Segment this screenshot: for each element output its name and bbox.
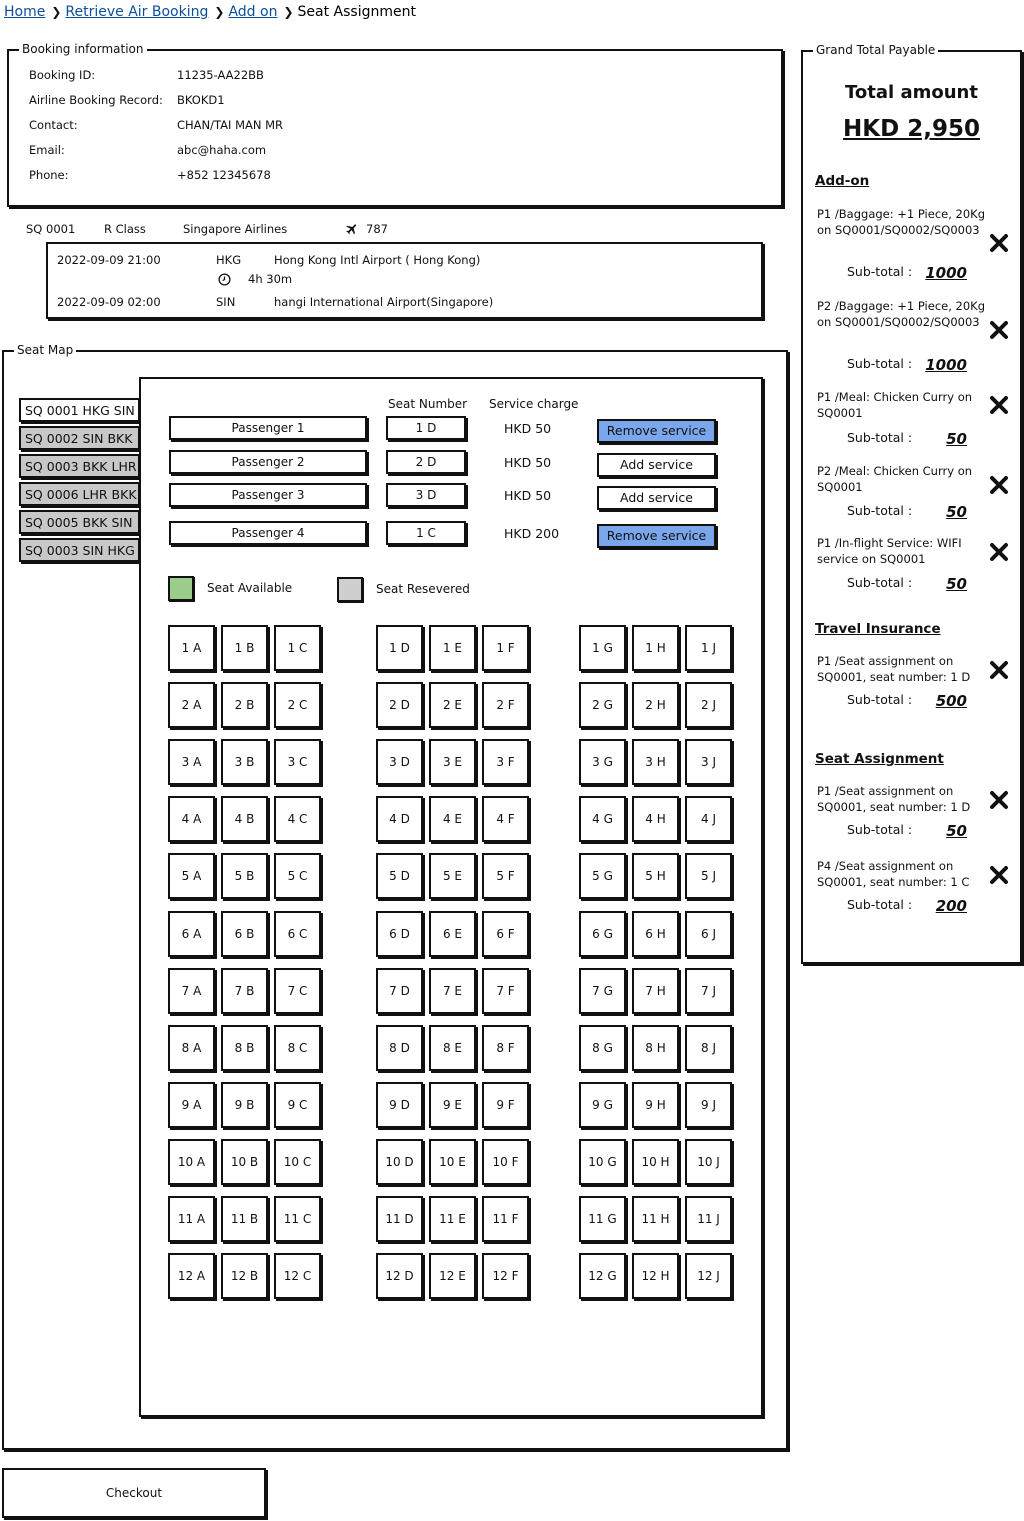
departure-airport: Hong Kong Intl Airport ( Hong Kong) bbox=[274, 253, 481, 267]
seat-7e[interactable]: 7 E bbox=[429, 968, 476, 1014]
seat-10g[interactable]: 10 G bbox=[579, 1139, 626, 1185]
remove-seat-1-icon[interactable] bbox=[989, 790, 1011, 812]
seat-12b[interactable]: 12 B bbox=[221, 1253, 268, 1299]
remove-seat-2-icon[interactable] bbox=[989, 865, 1011, 887]
seat-1e[interactable]: 1 E bbox=[429, 625, 476, 671]
seat-8c[interactable]: 8 C bbox=[274, 1025, 321, 1071]
breadcrumb-current: Seat Assignment bbox=[297, 4, 416, 20]
passenger-3-seat-number[interactable]: 3 D bbox=[386, 483, 466, 507]
remove-insurance-1-icon[interactable] bbox=[989, 660, 1011, 682]
service-charge-header: Service charge bbox=[489, 397, 579, 411]
seat-1-subtotal-value: 50 bbox=[946, 822, 967, 840]
phone-label: Phone: bbox=[29, 168, 69, 182]
seat-11g[interactable]: 11 G bbox=[579, 1196, 626, 1242]
seat-3g[interactable]: 3 G bbox=[579, 739, 626, 785]
passenger-1-seat-number[interactable]: 1 D bbox=[386, 416, 466, 440]
seat-1g[interactable]: 1 G bbox=[579, 625, 626, 671]
seat-9a[interactable]: 9 A bbox=[168, 1082, 215, 1128]
seat-5b[interactable]: 5 B bbox=[221, 853, 268, 899]
seat-11j[interactable]: 11 J bbox=[685, 1196, 732, 1242]
addon-3-subtotal-value: 50 bbox=[946, 430, 967, 448]
seat-assignment-section-title: Seat Assignment bbox=[815, 751, 944, 767]
seat-11a[interactable]: 11 A bbox=[168, 1196, 215, 1242]
insurance-1-subtotal-value: 500 bbox=[935, 692, 967, 710]
seat-11c[interactable]: 11 C bbox=[274, 1196, 321, 1242]
email-value: abc@haha.com bbox=[177, 143, 267, 157]
seat-12j[interactable]: 12 J bbox=[685, 1253, 732, 1299]
seat-available-swatch bbox=[168, 576, 194, 601]
seat-3f[interactable]: 3 F bbox=[482, 739, 529, 785]
passenger-4-button[interactable]: Passenger 4 bbox=[169, 521, 367, 545]
addon-item-4-text: P2 /Meal: Chicken Curry on SQ0001 bbox=[817, 464, 973, 494]
seat-number-header: Seat Number bbox=[388, 397, 468, 411]
seat-5c[interactable]: 5 C bbox=[274, 853, 321, 899]
seat-reserved-label: Seat Resevered bbox=[376, 582, 470, 596]
seat-7d[interactable]: 7 D bbox=[376, 968, 423, 1014]
remove-addon-2-icon[interactable] bbox=[989, 320, 1011, 342]
seat-2b[interactable]: 2 B bbox=[221, 682, 268, 728]
arrival-time: 2022-09-09 02:00 bbox=[57, 295, 161, 309]
tab-flight-1[interactable]: SQ 0001 HKG SIN bbox=[19, 398, 140, 422]
chevron-right-icon: ❯ bbox=[51, 5, 62, 19]
seat-12g[interactable]: 12 G bbox=[579, 1253, 626, 1299]
seat-10b[interactable]: 10 B bbox=[221, 1139, 268, 1185]
seat-6g[interactable]: 6 G bbox=[579, 911, 626, 957]
seat-1f[interactable]: 1 F bbox=[482, 625, 529, 671]
breadcrumb bbox=[4, 2, 416, 22]
seat-10d[interactable]: 10 D bbox=[376, 1139, 423, 1185]
tab-flight-5[interactable]: SQ 0005 BKK SIN bbox=[19, 510, 140, 534]
seat-11e[interactable]: 11 E bbox=[429, 1196, 476, 1242]
seat-7c[interactable]: 7 C bbox=[274, 968, 321, 1014]
seat-8d[interactable]: 8 D bbox=[376, 1025, 423, 1071]
seat-item-2-text: P4 /Seat assignment on SQ0001, seat number: 1 C bbox=[817, 859, 970, 889]
seat-4a[interactable]: 4 A bbox=[168, 796, 215, 842]
remove-addon-5-icon[interactable] bbox=[989, 542, 1011, 564]
passenger-4-seat-number[interactable]: 1 C bbox=[386, 521, 466, 545]
seat-2e[interactable]: 2 E bbox=[429, 682, 476, 728]
seat-7f[interactable]: 7 F bbox=[482, 968, 529, 1014]
seat-4h[interactable]: 4 H bbox=[632, 796, 679, 842]
tab-flight-3[interactable]: SQ 0003 BKK LHR bbox=[19, 454, 140, 478]
seat-3d[interactable]: 3 D bbox=[376, 739, 423, 785]
seat-6j[interactable]: 6 J bbox=[685, 911, 732, 957]
seat-3h[interactable]: 3 H bbox=[632, 739, 679, 785]
seat-4f[interactable]: 4 F bbox=[482, 796, 529, 842]
passenger-2-button[interactable]: Passenger 2 bbox=[169, 450, 367, 474]
tab-flight-6[interactable]: SQ 0003 SIN HKG bbox=[19, 538, 140, 562]
seat-5g[interactable]: 5 G bbox=[579, 853, 626, 899]
seat-6d[interactable]: 6 D bbox=[376, 911, 423, 957]
seat-12a[interactable]: 12 A bbox=[168, 1253, 215, 1299]
aircraft-type: 787 bbox=[366, 222, 388, 236]
tab-flight-4[interactable]: SQ 0006 LHR BKK bbox=[19, 482, 140, 506]
airline-record-label: Airline Booking Record: bbox=[29, 93, 163, 107]
seat-5a[interactable]: 5 A bbox=[168, 853, 215, 899]
seat-3a[interactable]: 3 A bbox=[168, 739, 215, 785]
seat-10j[interactable]: 10 J bbox=[685, 1139, 732, 1185]
seat-5f[interactable]: 5 F bbox=[482, 853, 529, 899]
seat-1h[interactable]: 1 H bbox=[632, 625, 679, 671]
seat-1j[interactable]: 1 J bbox=[685, 625, 732, 671]
seat-9e[interactable]: 9 E bbox=[429, 1082, 476, 1128]
seat-11h[interactable]: 11 H bbox=[632, 1196, 679, 1242]
seat-10c[interactable]: 10 C bbox=[274, 1139, 321, 1185]
seat-4g[interactable]: 4 G bbox=[579, 796, 626, 842]
passenger-3-add-service-button[interactable]: Add service bbox=[597, 486, 716, 510]
seat-4j[interactable]: 4 J bbox=[685, 796, 732, 842]
seat-6f[interactable]: 6 F bbox=[482, 911, 529, 957]
booking-information-legend: Booking information bbox=[19, 42, 147, 56]
departure-code: HKG bbox=[216, 253, 242, 267]
seat-1a[interactable]: 1 A bbox=[168, 625, 215, 671]
passenger-2-add-service-button[interactable]: Add service bbox=[597, 453, 716, 477]
seat-item-1-text: P1 /Seat assignment on SQ0001, seat number: 1 D bbox=[817, 784, 971, 814]
flight-duration: 4h 30m bbox=[248, 272, 293, 286]
flight-airline: Singapore Airlines bbox=[183, 222, 288, 236]
seat-11f[interactable]: 11 F bbox=[482, 1196, 529, 1242]
passenger-2-charge: HKD 50 bbox=[504, 455, 552, 470]
seat-8a[interactable]: 8 A bbox=[168, 1025, 215, 1071]
seat-3e[interactable]: 3 E bbox=[429, 739, 476, 785]
seat-9h[interactable]: 9 H bbox=[632, 1082, 679, 1128]
addon-1-subtotal-label: Sub-total : bbox=[847, 264, 913, 279]
addon-1-subtotal-value: 1000 bbox=[925, 264, 967, 282]
seat-9b[interactable]: 9 B bbox=[221, 1082, 268, 1128]
seat-3b[interactable]: 3 B bbox=[221, 739, 268, 785]
seat-2d[interactable]: 2 D bbox=[376, 682, 423, 728]
booking-information-panel bbox=[7, 42, 783, 207]
addon-2-subtotal-value: 1000 bbox=[925, 356, 967, 374]
seat-2-subtotal-label: Sub-total : bbox=[847, 897, 913, 912]
seat-5e[interactable]: 5 E bbox=[429, 853, 476, 899]
contact-label: Contact: bbox=[29, 118, 78, 132]
addon-3-subtotal-label: Sub-total : bbox=[847, 430, 913, 445]
chevron-right-icon: ❯ bbox=[214, 5, 225, 19]
passenger-1-charge: HKD 50 bbox=[504, 421, 552, 436]
seat-10h[interactable]: 10 H bbox=[632, 1139, 679, 1185]
airline-record-row bbox=[29, 93, 225, 107]
seat-7h[interactable]: 7 H bbox=[632, 968, 679, 1014]
seat-8g[interactable]: 8 G bbox=[579, 1025, 626, 1071]
seat-8j[interactable]: 8 J bbox=[685, 1025, 732, 1071]
passenger-3-charge: HKD 50 bbox=[504, 488, 552, 503]
addon-4-subtotal-label: Sub-total : bbox=[847, 503, 913, 518]
seat-9g[interactable]: 9 G bbox=[579, 1082, 626, 1128]
seat-12f[interactable]: 12 F bbox=[482, 1253, 529, 1299]
seat-5h[interactable]: 5 H bbox=[632, 853, 679, 899]
seat-6a[interactable]: 6 A bbox=[168, 911, 215, 957]
seat-8b[interactable]: 8 B bbox=[221, 1025, 268, 1071]
seat-6e[interactable]: 6 E bbox=[429, 911, 476, 957]
seat-9f[interactable]: 9 F bbox=[482, 1082, 529, 1128]
seat-2g[interactable]: 2 G bbox=[579, 682, 626, 728]
seat-1b[interactable]: 1 B bbox=[221, 625, 268, 671]
seat-3c[interactable]: 3 C bbox=[274, 739, 321, 785]
seat-8e[interactable]: 8 E bbox=[429, 1025, 476, 1071]
addon-item-1-text: P1 /Baggage: +1 Piece, 20Kg on SQ0001/SQ0002/SQ0003 bbox=[817, 207, 986, 237]
seat-7j[interactable]: 7 J bbox=[685, 968, 732, 1014]
passenger-4-charge: HKD 200 bbox=[504, 526, 560, 541]
seat-available-label: Seat Available bbox=[207, 581, 293, 595]
booking-id-row bbox=[29, 68, 264, 82]
total-amount-label: Total amount bbox=[845, 82, 978, 103]
seat-6b[interactable]: 6 B bbox=[221, 911, 268, 957]
seat-7g[interactable]: 7 G bbox=[579, 968, 626, 1014]
breadcrumb-home-link[interactable]: Home bbox=[4, 4, 46, 20]
seat-8f[interactable]: 8 F bbox=[482, 1025, 529, 1071]
phone-value: +852 12345678 bbox=[177, 168, 271, 182]
breadcrumb-retrieve-booking-link[interactable]: Retrieve Air Booking bbox=[65, 4, 209, 20]
seat-3j[interactable]: 3 J bbox=[685, 739, 732, 785]
seat-4d[interactable]: 4 D bbox=[376, 796, 423, 842]
remove-addon-4-icon[interactable] bbox=[989, 475, 1011, 497]
total-amount-value: HKD 2,950 bbox=[843, 116, 980, 142]
phone-row bbox=[29, 168, 271, 182]
insurance-1-subtotal-label: Sub-total : bbox=[847, 692, 913, 707]
seat-4e[interactable]: 4 E bbox=[429, 796, 476, 842]
contact-value: CHAN/TAI MAN MR bbox=[177, 118, 284, 132]
seat-2h[interactable]: 2 H bbox=[632, 682, 679, 728]
passenger-1-remove-service-button[interactable]: Remove service bbox=[597, 419, 716, 443]
contact-row bbox=[29, 118, 283, 132]
seat-12c[interactable]: 12 C bbox=[274, 1253, 321, 1299]
arrival-airport: hangi International Airport(Singapore) bbox=[274, 295, 494, 309]
passenger-2-seat-number[interactable]: 2 D bbox=[386, 450, 466, 474]
seat-5j[interactable]: 5 J bbox=[685, 853, 732, 899]
email-label: Email: bbox=[29, 143, 65, 157]
checkout-button[interactable]: Checkout bbox=[2, 1468, 266, 1518]
seat-2j[interactable]: 2 J bbox=[685, 682, 732, 728]
seat-map-legend: Seat Map bbox=[14, 343, 76, 357]
seat-5d[interactable]: 5 D bbox=[376, 853, 423, 899]
booking-id-value: 11235-AA22BB bbox=[177, 68, 264, 82]
grand-total-panel bbox=[801, 43, 1022, 964]
addon-4-subtotal-value: 50 bbox=[946, 503, 967, 521]
chevron-right-icon: ❯ bbox=[283, 5, 294, 19]
airline-record-value: BKOKD1 bbox=[177, 93, 225, 107]
airplane-icon bbox=[345, 222, 359, 239]
seat-10f[interactable]: 10 F bbox=[482, 1139, 529, 1185]
seat-reserved-swatch bbox=[337, 577, 363, 602]
seat-9c[interactable]: 9 C bbox=[274, 1082, 321, 1128]
seat-11b[interactable]: 11 B bbox=[221, 1196, 268, 1242]
breadcrumb-add-on-link[interactable]: Add on bbox=[228, 4, 278, 20]
remove-addon-3-icon[interactable] bbox=[989, 395, 1011, 417]
seat-6h[interactable]: 6 H bbox=[632, 911, 679, 957]
seat-2f[interactable]: 2 F bbox=[482, 682, 529, 728]
flight-details-box bbox=[46, 242, 763, 319]
remove-addon-1-icon[interactable] bbox=[989, 233, 1011, 255]
seat-8h[interactable]: 8 H bbox=[632, 1025, 679, 1071]
seat-12h[interactable]: 12 H bbox=[632, 1253, 679, 1299]
seat-10a[interactable]: 10 A bbox=[168, 1139, 215, 1185]
addon-2-subtotal-label: Sub-total : bbox=[847, 356, 913, 371]
seat-1d[interactable]: 1 D bbox=[376, 625, 423, 671]
seat-2a[interactable]: 2 A bbox=[168, 682, 215, 728]
seat-1c[interactable]: 1 C bbox=[274, 625, 321, 671]
tab-flight-2[interactable]: SQ 0002 SIN BKK bbox=[19, 426, 140, 450]
addon-5-subtotal-value: 50 bbox=[946, 575, 967, 593]
grand-total-legend: Grand Total Payable bbox=[813, 43, 938, 57]
seat-2c[interactable]: 2 C bbox=[274, 682, 321, 728]
addon-item-2-text: P2 /Baggage: +1 Piece, 20Kg on SQ0001/SQ0002/SQ0003 bbox=[817, 299, 986, 329]
seat-7a[interactable]: 7 A bbox=[168, 968, 215, 1014]
addon-item-3-text: P1 /Meal: Chicken Curry on SQ0001 bbox=[817, 390, 973, 420]
seat-12d[interactable]: 12 D bbox=[376, 1253, 423, 1299]
seat-4c[interactable]: 4 C bbox=[274, 796, 321, 842]
seat-6c[interactable]: 6 C bbox=[274, 911, 321, 957]
seat-2-subtotal-value: 200 bbox=[935, 897, 967, 915]
flight-header bbox=[26, 222, 426, 238]
seat-11d[interactable]: 11 D bbox=[376, 1196, 423, 1242]
seat-1-subtotal-label: Sub-total : bbox=[847, 822, 913, 837]
addon-item-5-text: P1 /In-flight Service: WIFI service on SQ0001 bbox=[817, 536, 962, 566]
flight-class: R Class bbox=[104, 222, 146, 236]
seat-4b[interactable]: 4 B bbox=[221, 796, 268, 842]
passenger-1-button[interactable]: Passenger 1 bbox=[169, 416, 367, 440]
seat-7b[interactable]: 7 B bbox=[221, 968, 268, 1014]
flight-number: SQ 0001 bbox=[26, 222, 76, 236]
passenger-4-remove-service-button[interactable]: Remove service bbox=[597, 524, 716, 548]
booking-id-label: Booking ID: bbox=[29, 68, 96, 82]
addon-section-title: Add-on bbox=[815, 173, 870, 189]
seat-10e[interactable]: 10 E bbox=[429, 1139, 476, 1185]
passenger-3-button[interactable]: Passenger 3 bbox=[169, 483, 367, 507]
addon-5-subtotal-label: Sub-total : bbox=[847, 575, 913, 590]
clock-icon bbox=[218, 273, 231, 289]
seat-12e[interactable]: 12 E bbox=[429, 1253, 476, 1299]
travel-insurance-section-title: Travel Insurance bbox=[815, 621, 941, 637]
seat-9j[interactable]: 9 J bbox=[685, 1082, 732, 1128]
email-row bbox=[29, 143, 266, 157]
arrival-code: SIN bbox=[216, 295, 236, 309]
departure-time: 2022-09-09 21:00 bbox=[57, 253, 161, 267]
seat-9d[interactable]: 9 D bbox=[376, 1082, 423, 1128]
insurance-item-1-text: P1 /Seat assignment on SQ0001, seat number: 1 D bbox=[817, 654, 971, 684]
